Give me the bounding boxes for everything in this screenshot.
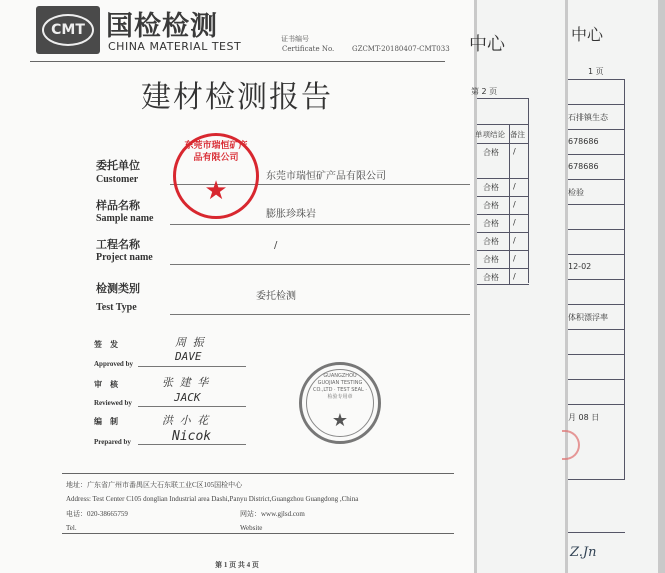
logo-name-en: CHINA MATERIAL TEST [108,40,242,53]
underline [138,444,246,445]
website-en: Website [240,524,263,532]
seal-text: 东莞市瑞恒矿产品有限公司 [184,141,248,163]
sig-name-en: DAVE [175,350,202,363]
cell-remark: / [513,218,516,227]
report-page-2 [469,0,565,573]
table-cell: 12-02 [568,262,592,271]
cell-remark: / [513,200,516,209]
page-header: 中心 [469,34,505,55]
cell-conclusion: 合格 [483,237,499,246]
field-value: 膨胀珍珠岩 [266,209,316,220]
certificate-label-cn: 证书编号 [281,35,309,43]
field-value: 东莞市瑞恒矿产品有限公司 [266,171,386,182]
sig-label-en: Approved by [94,360,133,368]
logo-name-cn: 国检检测 [106,11,218,42]
page-number: 第 2 页 [471,87,498,96]
table-cell: 检验 [568,188,584,197]
underline [170,314,470,315]
field-label-en: Test Type [96,302,137,313]
table-cell: 678686 [568,162,599,171]
field-label-en: Customer [96,174,139,185]
cell-remark: / [513,272,516,281]
cell-conclusion: 合格 [483,255,499,264]
cell-remark: / [513,236,516,245]
sig-name-en: Nicok [172,429,212,444]
page-number: 1 页 [588,67,604,76]
tel-en: Tel. [66,524,77,532]
website-cn: 网站：www.gjlsd.com [240,510,305,518]
cell-remark: / [513,182,516,191]
certificate-label-en: Certificate No. [282,45,335,53]
field-label-cn: 样品名称 [96,199,140,212]
header-divider [30,61,445,62]
cell-remark: / [513,147,516,156]
field-label-en: Sample name [96,213,154,224]
globe-logo-icon: CMT [42,14,94,46]
star-icon: ★ [204,176,228,206]
company-red-seal [173,133,259,219]
address-cn: 地址：广东省广州市番禺区大石东联工业C区105国检中心 [66,481,243,489]
page-header: 中心 [571,25,604,44]
sig-label-en: Prepared by [94,438,131,446]
field-value: 委托检测 [256,291,296,302]
sig-name-en: JACK [174,391,201,404]
tel-cn: 电话：020-38665759 [66,510,128,518]
column-header-remark: 备注 [510,130,525,139]
table-cell: 678686 [568,137,599,146]
sig-label-cn: 编 制 [94,417,118,426]
signature: Z.Jn [570,545,597,560]
field-label-cn: 委托单位 [96,159,140,172]
sig-name-cn: 洪 小 花 [162,414,209,427]
field-label-cn: 检测类别 [96,282,140,295]
footer-divider [62,533,454,534]
certificate-number: GZCMT-20180407-CMT033 [352,45,450,53]
seal-fragment [562,430,580,460]
field-value: / [274,240,278,251]
page-number: 第 1 页 共 4 页 [215,561,259,569]
field-label-en: Project name [96,252,153,263]
report-title: 建材检测报告 [141,80,333,115]
underline [138,406,246,407]
sig-name-cn: 周 振 [175,336,204,349]
address-en: Address: Test Center C105 donglian Industrial area Dashi,Panyu District,Guangzhou Guangdong ,China [66,495,359,503]
cell-remark: / [513,254,516,263]
sig-label-en: Reviewed by [94,399,132,407]
underline [170,224,470,225]
sig-name-cn: 张 建 华 [162,376,209,389]
cell-conclusion: 合格 [483,148,499,157]
cell-conclusion: 合格 [483,273,499,282]
star-icon: ★ [331,410,349,431]
column-header-conclusion: 单项结论 [475,130,505,139]
table-cell: 石排镇生态 [568,113,608,122]
field-label-cn: 工程名称 [96,238,140,251]
sig-label-cn: 签 发 [94,340,118,349]
sig-label-cn: 审 核 [94,380,118,389]
cmt-logo [36,6,100,54]
table-cell: 月 08 日 [568,413,600,422]
report-page-3 [568,0,658,573]
footer-divider [62,473,454,474]
seal-text: GUANGZHOU GUOJIAN TESTING CO.,LTD · TEST SEAL · 检验专用章 [313,373,367,400]
underline [138,366,246,367]
underline [170,264,470,265]
cell-conclusion: 合格 [483,183,499,192]
table-cell: 体积漂浮率 [568,313,608,322]
test-seal [299,362,381,444]
cell-conclusion: 合格 [483,219,499,228]
cell-conclusion: 合格 [483,201,499,210]
